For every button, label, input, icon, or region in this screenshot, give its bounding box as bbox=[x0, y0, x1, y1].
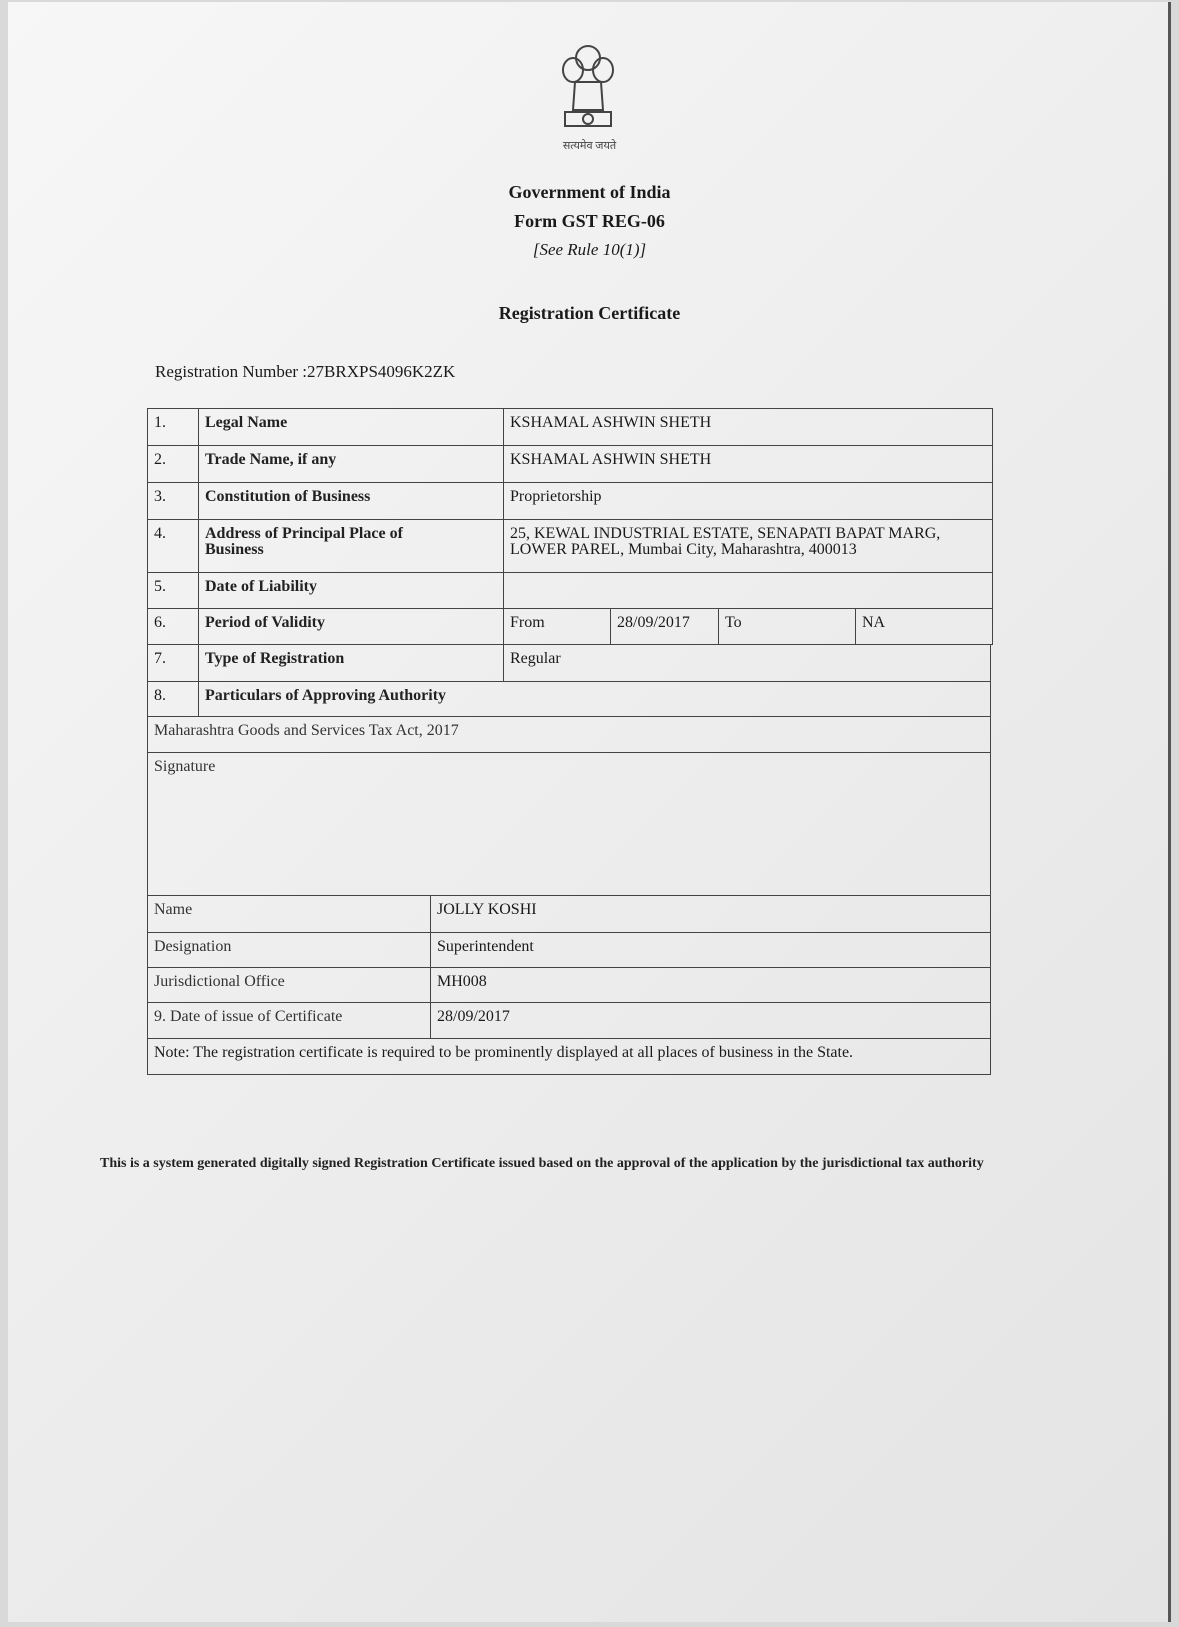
row-label: Legal Name bbox=[198, 408, 504, 446]
signature-box: Signature bbox=[147, 752, 991, 896]
row-num: 6. bbox=[147, 608, 199, 645]
emblem-motto: सत्यमेव जयते bbox=[562, 140, 617, 152]
row-num: 5. bbox=[147, 572, 199, 609]
authority-label: Name bbox=[147, 895, 431, 933]
row-num: 3. bbox=[147, 482, 199, 520]
trade-name-value: KSHAMAL ASHWIN SHETH bbox=[503, 445, 993, 483]
row-label: Constitution of Business bbox=[198, 482, 504, 520]
authority-label: Designation bbox=[147, 932, 431, 968]
row-num: 8. bbox=[147, 681, 199, 717]
address-value: 25, KEWAL INDUSTRIAL ESTATE, SENAPATI BAPAT MARG, LOWER PAREL, Mumbai City, Maharashtra, 400013 bbox=[503, 519, 993, 573]
header-government: Government of India bbox=[508, 182, 671, 202]
legal-name-value: KSHAMAL ASHWIN SHETH bbox=[503, 408, 993, 446]
row-label: Particulars of Approving Authority bbox=[198, 681, 991, 717]
jurisdictional-office-value: MH008 bbox=[430, 967, 991, 1003]
validity-from-label: From bbox=[503, 608, 611, 645]
note: Note: The registration certificate is required to be prominently displayed at all places of business in the State. bbox=[147, 1038, 991, 1075]
validity-to-value: NA bbox=[855, 608, 993, 645]
header-rule: [See Rule 10(1)] bbox=[532, 240, 647, 259]
row-num: 2. bbox=[147, 445, 199, 483]
row-label: Period of Validity bbox=[198, 608, 504, 645]
row-label: Trade Name, if any bbox=[198, 445, 504, 483]
designation-value: Superintendent bbox=[430, 932, 991, 968]
authority-name-value: JOLLY KOSHI bbox=[430, 895, 991, 933]
row-label: Date of Liability bbox=[198, 572, 504, 609]
date-of-liability-value bbox=[503, 572, 993, 609]
row-label: Type of Registration bbox=[198, 644, 504, 682]
row-num: 4. bbox=[147, 519, 199, 573]
row-num: 7. bbox=[147, 644, 199, 682]
issue-date-value: 28/09/2017 bbox=[430, 1002, 991, 1039]
validity-to-label: To bbox=[718, 608, 856, 645]
row-label: Address of Principal Place of Business bbox=[198, 519, 504, 573]
authority-label: Jurisdictional Office bbox=[147, 967, 431, 1003]
footer-statement: This is a system generated digitally signed Registration Certificate issued based on the approval of the application by the jurisdictional tax authority bbox=[100, 1156, 984, 1171]
row-num: 1. bbox=[147, 408, 199, 446]
constitution-value: Proprietorship bbox=[503, 482, 993, 520]
registration-type-value: Regular bbox=[503, 644, 991, 682]
page-title: Registration Certificate bbox=[498, 303, 681, 323]
header-form: Form GST REG-06 bbox=[514, 211, 665, 231]
act-name: Maharashtra Goods and Services Tax Act, 2017 bbox=[147, 716, 991, 753]
registration-number: Registration Number :27BRXPS4096K2ZK bbox=[155, 362, 456, 381]
authority-label: 9. Date of issue of Certificate bbox=[147, 1002, 431, 1039]
national-emblem-icon bbox=[555, 40, 621, 140]
validity-from-value: 28/09/2017 bbox=[610, 608, 719, 645]
